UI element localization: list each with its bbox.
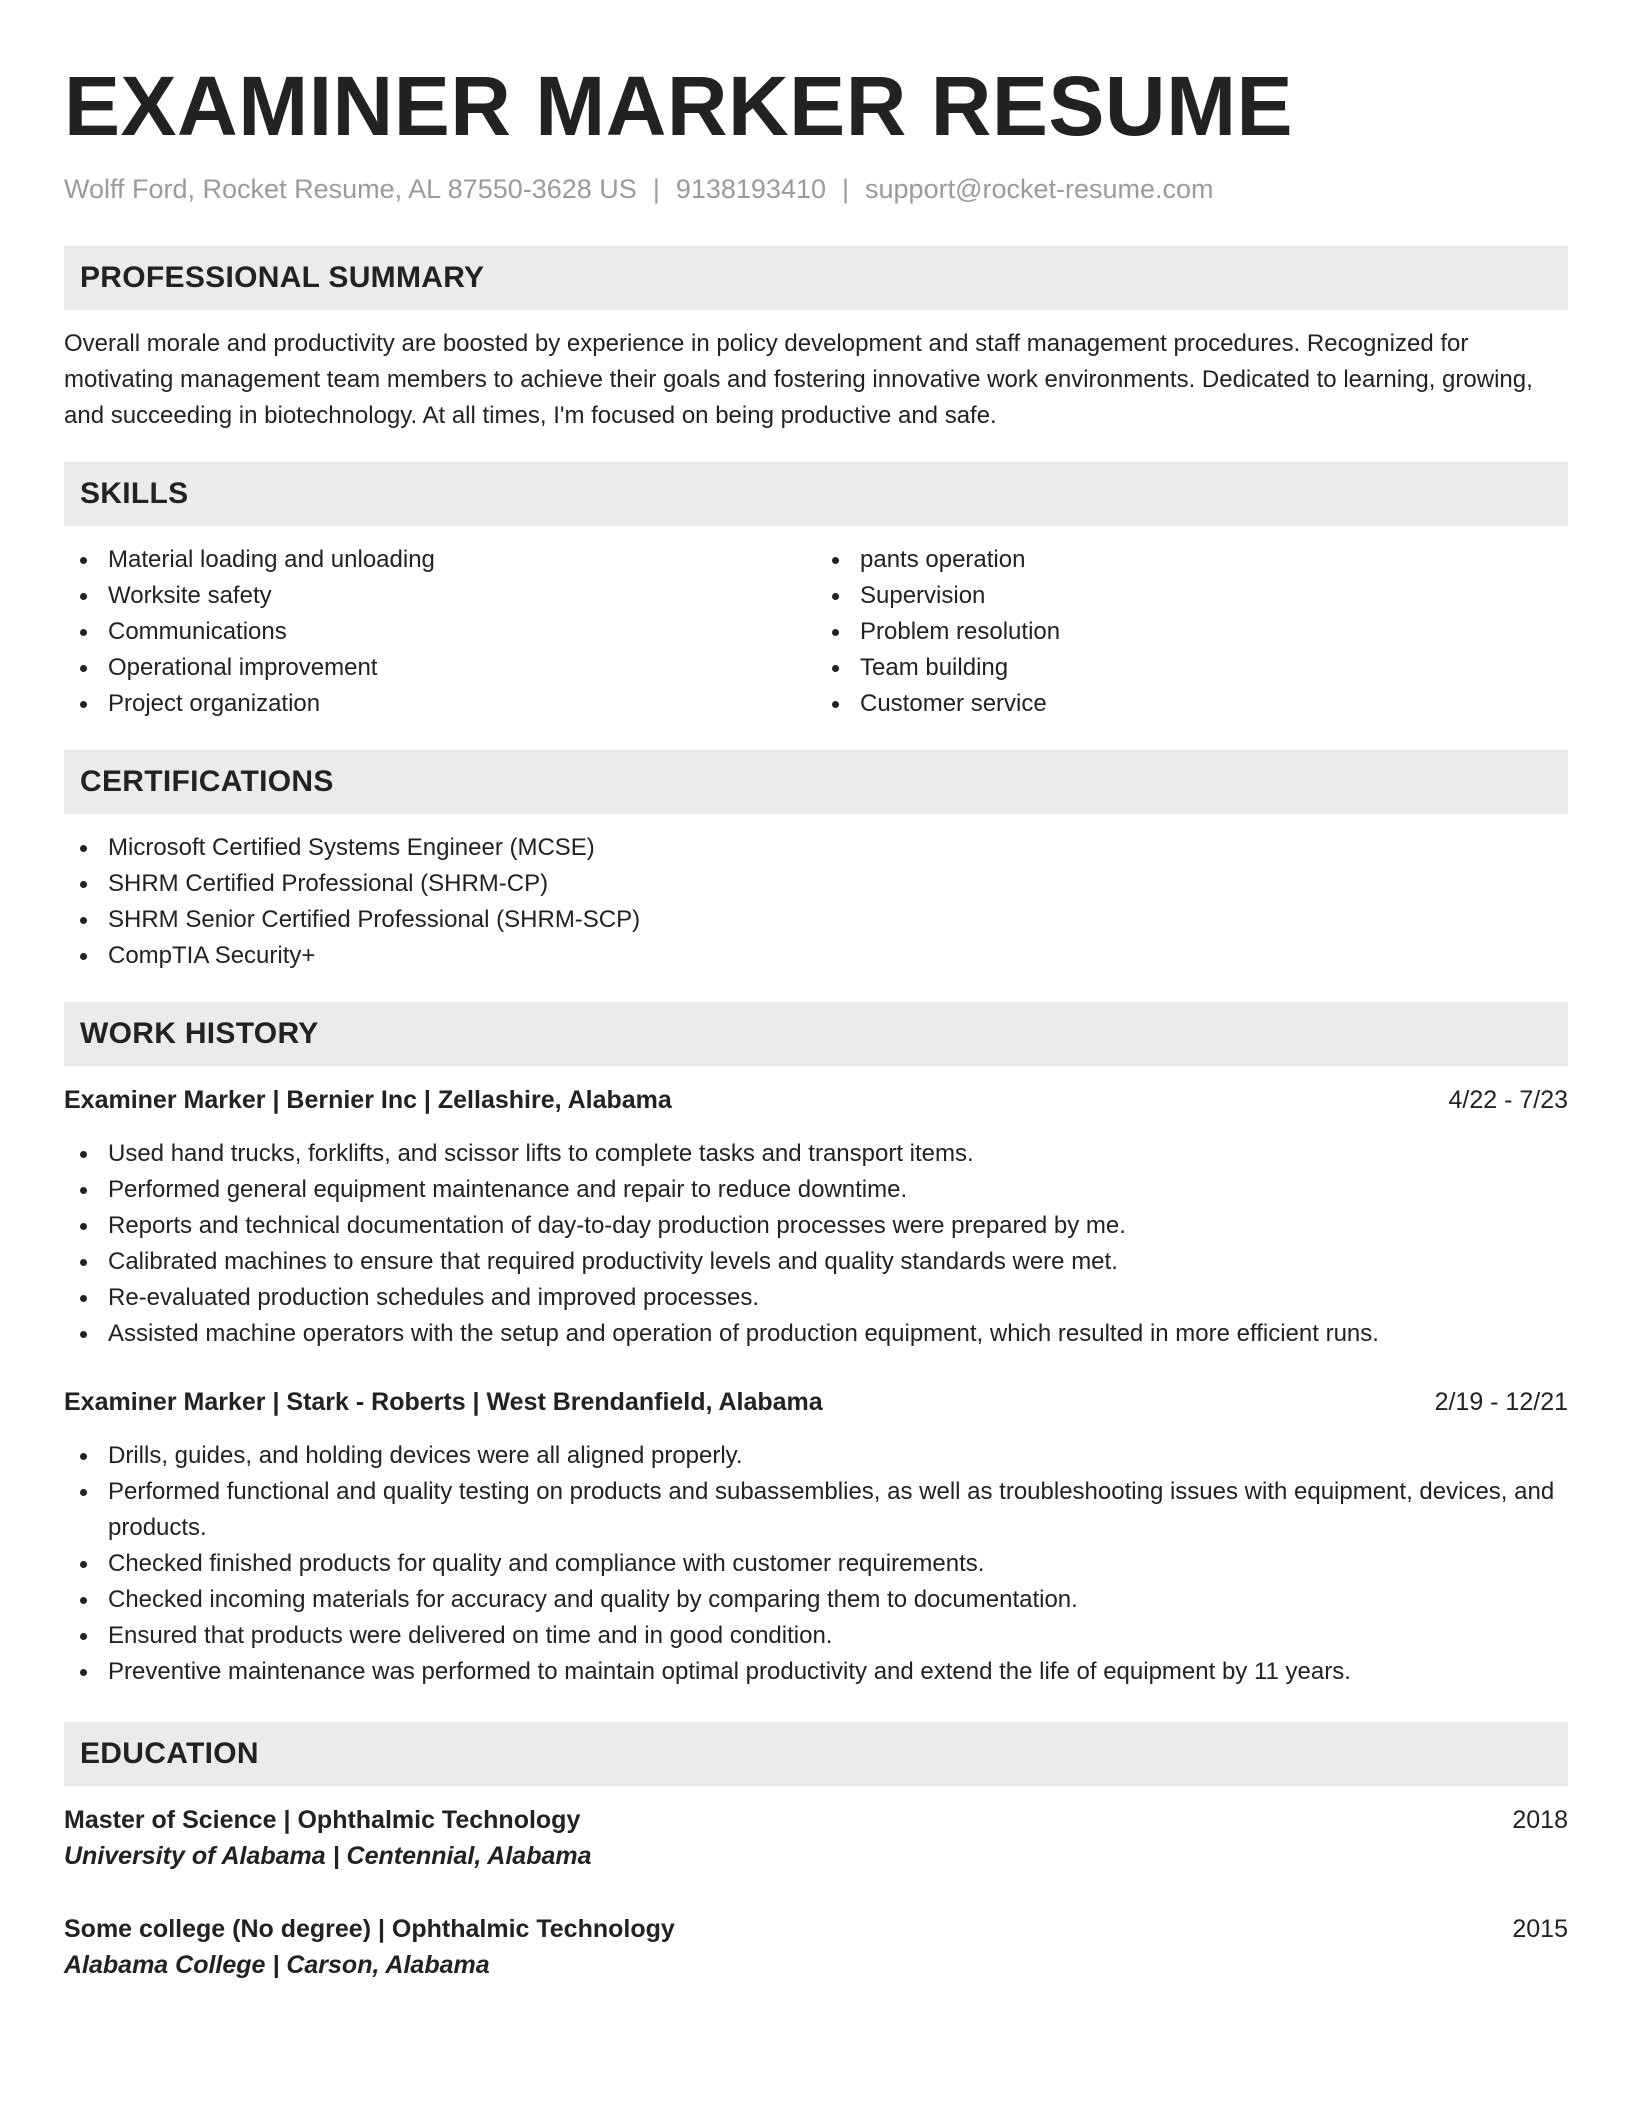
list-item: Performed general equipment maintenance and repair to reduce downtime.	[64, 1172, 1568, 1208]
job-bullets	[64, 1438, 1568, 1690]
contact-separator: |	[842, 174, 850, 204]
job-dates: 4/22 - 7/23	[1448, 1086, 1568, 1114]
education-school: Alabama College | Carson, Alabama	[64, 1951, 490, 1979]
education-degree: Master of Science | Ophthalmic Technology	[64, 1806, 581, 1834]
resume-title: EXAMINER MARKER RESUME	[64, 59, 1294, 153]
list-item: Customer service	[816, 686, 1568, 722]
job-dates: 2/19 - 12/21	[1434, 1388, 1568, 1416]
education-header	[64, 1802, 1568, 1838]
section-header-certifications: CERTIFICATIONS	[64, 750, 1568, 814]
list-item: Material loading and unloading	[64, 542, 816, 578]
list-item: Operational improvement	[64, 650, 816, 686]
list-item: Performed functional and quality testing on products and subassemblies, as well as troubleshooting issues with equipment, devices, and products.	[64, 1474, 1568, 1546]
education-entry	[64, 1911, 1568, 1983]
section-header-summary: PROFESSIONAL SUMMARY	[64, 246, 1568, 310]
skills-column-left	[64, 542, 816, 722]
job-header	[64, 1384, 1568, 1420]
job-title: Examiner Marker | Stark - Roberts | West Brendanfield, Alabama	[64, 1388, 823, 1416]
list-item: SHRM Certified Professional (SHRM-CP)	[64, 866, 1568, 902]
education-school: University of Alabama | Centennial, Alabama	[64, 1842, 592, 1870]
education-year: 2018	[1512, 1806, 1568, 1834]
list-item: Communications	[64, 614, 816, 650]
list-item: Microsoft Certified Systems Engineer (MCSE)	[64, 830, 1568, 866]
contact-line	[64, 172, 1568, 206]
job-header	[64, 1082, 1568, 1118]
list-item: Problem resolution	[816, 614, 1568, 650]
section-header-skills: SKILLS	[64, 462, 1568, 526]
skills-list-right	[816, 542, 1568, 722]
list-item: Project organization	[64, 686, 816, 722]
job-entry	[64, 1082, 1568, 1352]
list-item: pants operation	[816, 542, 1568, 578]
contact-email[interactable]: support@rocket-resume.com	[865, 174, 1214, 204]
skills-column-right	[816, 542, 1568, 722]
summary-text: Overall morale and productivity are boosted by experience in policy development and staff management procedures. Recognized for motivating management team members to achieve their goals and fostering innovative work environments. Dedicated to learning, growing, and succeeding in biotechnology. At all times, I'm focused on being productive and safe.	[64, 330, 1533, 429]
skills-list-left	[64, 542, 816, 722]
education-degree: Some college (No degree) | Ophthalmic Technology	[64, 1915, 675, 1943]
list-item: SHRM Senior Certified Professional (SHRM-SCP)	[64, 902, 1568, 938]
list-item: Worksite safety	[64, 578, 816, 614]
section-header-education: EDUCATION	[64, 1722, 1568, 1786]
education-year: 2015	[1512, 1915, 1568, 1943]
list-item: Checked finished products for quality and compliance with customer requirements.	[64, 1546, 1568, 1582]
list-item: Assisted machine operators with the setup and operation of production equipment, which resulted in more efficient runs.	[64, 1316, 1568, 1352]
job-bullets	[64, 1136, 1568, 1352]
list-item: Team building	[816, 650, 1568, 686]
certifications-list	[64, 830, 1568, 974]
list-item: Ensured that products were delivered on time and in good condition.	[64, 1618, 1568, 1654]
contact-address: Wolff Ford, Rocket Resume, AL 87550-3628 US	[64, 174, 637, 204]
list-item: CompTIA Security+	[64, 938, 1568, 974]
job-entry	[64, 1384, 1568, 1690]
list-item: Drills, guides, and holding devices were all aligned properly.	[64, 1438, 1568, 1474]
education-header	[64, 1911, 1568, 1947]
list-item: Calibrated machines to ensure that required productivity levels and quality standards were met.	[64, 1244, 1568, 1280]
contact-phone[interactable]: 9138193410	[675, 174, 826, 204]
list-item: Checked incoming materials for accuracy and quality by comparing them to documentation.	[64, 1582, 1568, 1618]
job-title: Examiner Marker | Bernier Inc | Zellashire, Alabama	[64, 1086, 672, 1114]
education-entry	[64, 1802, 1568, 1874]
list-item: Reports and technical documentation of day-to-day production processes were prepared by me.	[64, 1208, 1568, 1244]
contact-separator: |	[652, 174, 660, 204]
list-item: Re-evaluated production schedules and improved processes.	[64, 1280, 1568, 1316]
list-item: Supervision	[816, 578, 1568, 614]
list-item: Used hand trucks, forklifts, and scissor lifts to complete tasks and transport items.	[64, 1136, 1568, 1172]
list-item: Preventive maintenance was performed to maintain optimal productivity and extend the life of equipment by 11 years.	[64, 1654, 1568, 1690]
skills-grid	[64, 542, 1568, 722]
section-header-work-history: WORK HISTORY	[64, 1002, 1568, 1066]
